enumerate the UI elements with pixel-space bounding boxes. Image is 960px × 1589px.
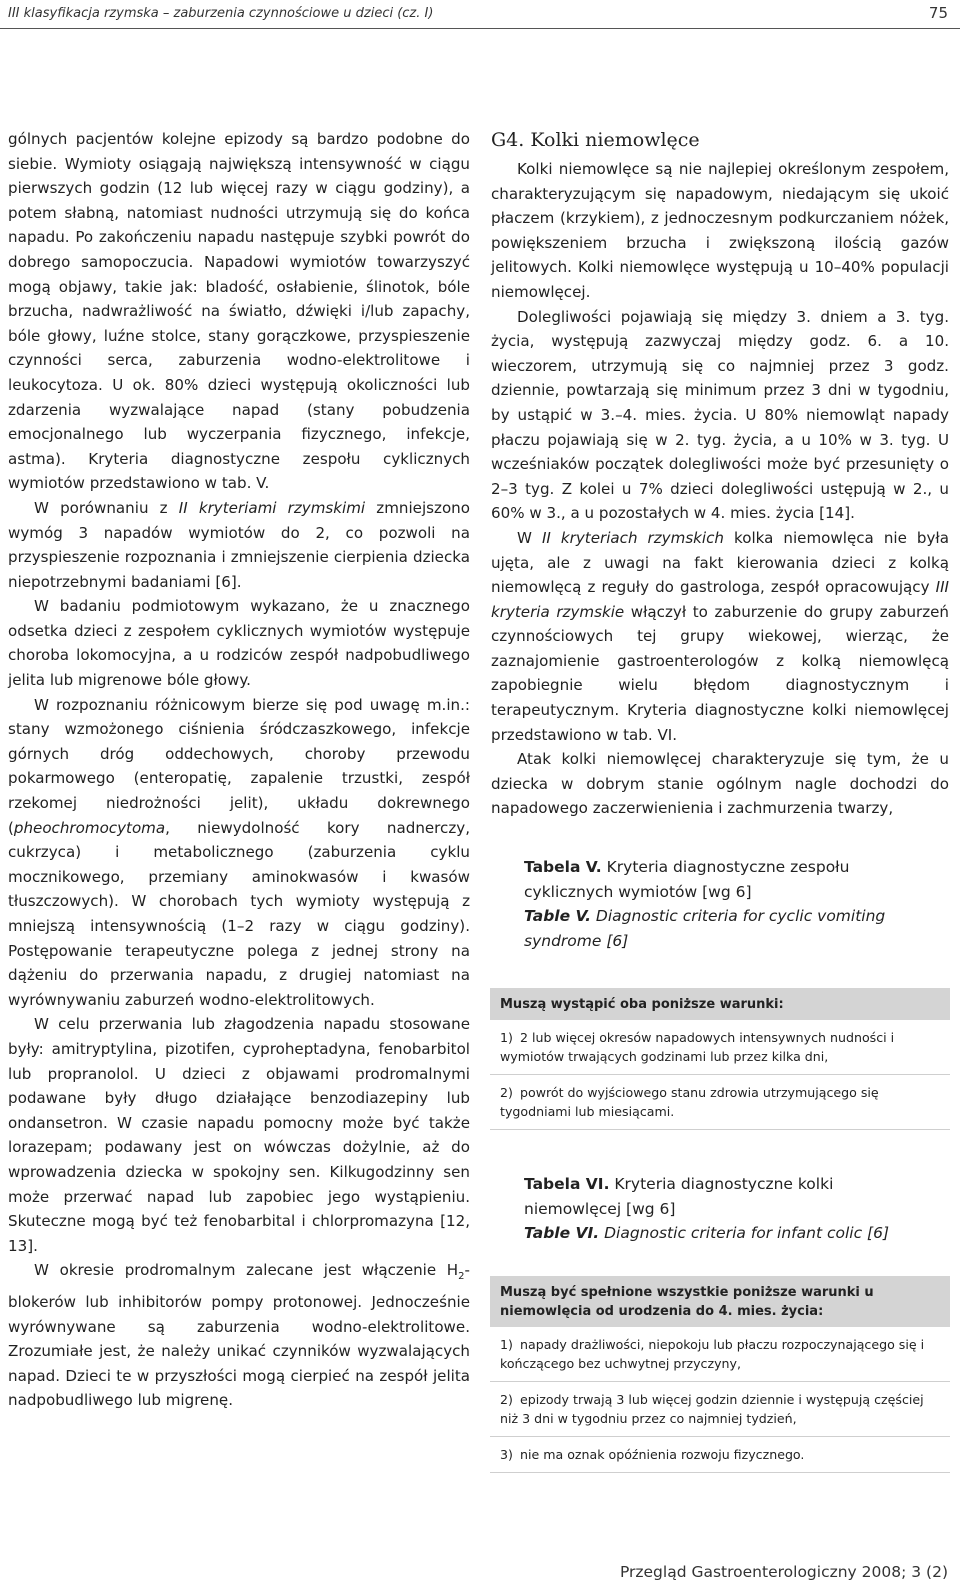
list-item: 2) epizody trwają 3 lub więcej godzin dziennie i występują częściej niż 3 dni w tygodniu przez co najmniej tydzień,: [490, 1382, 950, 1437]
paragraph: W porównaniu z II kryteriami rzymskimi zmniejszono wymóg 3 napadów wymiotów do 2, co pozwoli na przyspieszenie rozpoznania i zmniejszenie cierpienia dziecka niepotrzebnymi badaniami [6].: [8, 498, 470, 591]
paragraph: W II kryteriach rzymskich kolka niemowlęca nie była ujęta, ale z uwagi na fakt kierowania dzieci z kolką niemowlęcą z reguły do gastrologa, zespół opracowujący III kryteria rzymskie włączył to zaburzenie do grupy zaburzeń czynnościowych tej grupy wiekowej, wierząc, że zaznajomienie gastroenterologów z kolką niemowlęcą zapobiegnie wielu błędom diagnostycznym i terapeutycznym. Kryteria diagnostyczne kolki niemowlęcej przedstawiono w tab. VI.: [491, 528, 949, 744]
paragraph: Atak kolki niemowlęcej charakteryzuje się tym, że u dziecka w dobrym stanie ogólnym nagle dochodzi do napadowego zaczerwienienia i zachmurzenia twarzy,: [491, 750, 949, 818]
left-column: [8, 127, 470, 1413]
right-column: [491, 127, 949, 821]
paragraph: Kolki niemowlęce są nie najlepiej określonym zespołem, charakteryzującym się napadowym, niedającym się ukoić płaczem (krzykiem), z jednoczesnym podkurczaniem nóżek, powiększeniem brzucha i zwiększoną ilością gazów jelitowych. Kolki niemowlęce występują u 10–40% populacji niemowlęcej.: [491, 160, 949, 301]
paragraph: W badaniu podmiotowym wykazano, że u znacznego odsetka dzieci z zespołem cyklicznych wymiotów występuje choroba lokomocyjna, a u rodziców zespół nadpobudliwego jelita lub migrenowe bóle głowy.: [8, 597, 470, 690]
list-item: 1) napady drażliwości, niepokoju lub płaczu rozpoczynającego się i kończącego bez uchwytnej przyczyny,: [490, 1327, 950, 1382]
journal-footer: Przegląd Gastroenterologiczny 2008; 3 (2): [619, 1563, 948, 1581]
table5-header: Muszą wystąpić oba poniższe warunki:: [490, 988, 950, 1020]
table6: [490, 1276, 950, 1473]
running-title: III klasyfikacja rzymska – zaburzenia czynnościowe u dzieci (cz. I): [8, 6, 434, 21]
list-item: 2) powrót do wyjściowego stanu zdrowia utrzymującego się tygodniami lub miesiącami.: [490, 1075, 950, 1130]
page-number: 75: [928, 4, 948, 22]
list-item: 3) nie ma oznak opóźnienia rozwoju fizycznego.: [490, 1437, 950, 1473]
section-title: G4. Kolki niemowlęce: [491, 129, 700, 151]
paragraph: gólnych pacjentów kolejne epizody są bardzo podobne do siebie. Wymioty osiągają największą intensywność w ciągu pierwszych godzin (12 lub więcej razy w ciągu godziny), a potem słabną, natomiast nudności utrzymują się do końca napadu. Po zakończeniu napadu następuje szybki powrót do dobrego samopoczucia. Napadowi wymiotów towarzyszyć mogą objawy, takie jak: bladość, osłabienie, ślinotok, bóle brzucha, nadwrażliwość na światło, dźwięki i/lub zapachy, bóle głowy, luźne stolce, stany gorączkowe, przyspieszenie czynności serca, zaburzenia wodno-elektrolitowe i leukocytoza. U ok. 80% dzieci występują okoliczności lub zdarzenia wyzwalające napad (stany pobudzenia emocjonalnego lub wyczerpania fizycznego, infekcje, astma). Kryteria diagnostyczne zespołu cyklicznych wymiotów przedstawiono w tab. V.: [8, 130, 470, 493]
table5-caption: Tabela V. Kryteria diagnostyczne zespołu cyklicznych wymiotów [wg 6] Table V. Diagnostic criteria for cyclic vomiting syndrome [6]: [524, 858, 886, 950]
table6-header: Muszą być spełnione wszystkie poniższe warunki u niemowlęcia od urodzenia do 4. mies. życia:: [490, 1276, 950, 1327]
paragraph: Dolegliwości pojawiają się między 3. dniem a 3. tyg. życia, występują zazwyczaj między godz. 6. a 10. wieczorem, utrzymują się co najmniej przez 3 godz. dziennie, powtarzają się minimum przez 3 dni w tygodniu, by ustąpić w 3.–4. mies. życia. U 80% niemowląt napady płaczu pojawiają się w 2. tyg. życia, a u 10% w 3. tyg. U wcześniaków początek dolegliwości może być przesunięty o 2–3 tyg. Z kolei u 7% dzieci dolegliwości ustępują w 2., u 60% w 3., a u pozostałych w 4. mies. życia [14].: [491, 307, 949, 523]
header-rule: [0, 28, 960, 29]
list-item: 1) 2 lub więcej okresów napadowych intensywnych nudności i wymiotów trwających godzinami lub przez kilka dni,: [490, 1020, 950, 1075]
table5: [490, 988, 950, 1130]
table6-caption: Tabela VI. Kryteria diagnostyczne kolki niemowlęcej [wg 6] Table VI. Diagnostic criteria for infant colic [6]: [524, 1175, 889, 1242]
paragraph: W rozpoznaniu różnicowym bierze się pod uwagę m.in.: stany wzmożonego ciśnienia śródczaszkowego, infekcje górnych dróg oddechowych, choroby przewodu pokarmowego (enteropatię, zapalenie trzustki, zespół rzekomej niedrożności jelit), układu dokrewnego (pheochromocytoma, niewydolność kory nadnerczy, cukrzyca) i metabolicznego (zaburzenia cyklu mocznikowego, przemiany aminokwasów i kwasów tłuszczowych). W chorobach tych wymioty występują z mniejszą intensywnością (1–2 razy w ciągu godziny). Postępowanie terapeutyczne polega z jednej strony na dążeniu do przerwania napadu, z drugiej natomiast na wyrównywaniu zaburzeń wodno-elektrolitowych.: [8, 695, 470, 1009]
paragraph: W okresie prodromalnym zalecane jest włączenie $H_2$-blokerów lub inhibitorów pompy protonowej. Jednocześnie wyrównywane są zaburzenia wodno-elektrolitowe. Zrozumiałe jest, że należy unikać czynników wyzwalających napad. Dzieci te w przyszłości mogą cierpieć na zespół jelita nadpobudliwego lub migrenę.: [8, 1261, 470, 1410]
paragraph: W celu przerwania lub złagodzenia napadu stosowane były: amitryptylina, pizotifen, cyproheptadyna, fenobarbitol lub propranolol. U dzieci z objawami prodromalnymi podawane były długo działające benzodiazepiny lub ondansetron. W czasie napadu pomocny może być także lorazepam; podawany jest on wówczas dożylnie, aż do wprowadzenia dziecka w spokojny sen. Kilkugodzinny sen może przerwać napad lub zapobiec jego wystąpieniu. Skuteczne mogą być też fenobarbital i chlorpromazyna [12, 13].: [8, 1015, 470, 1255]
